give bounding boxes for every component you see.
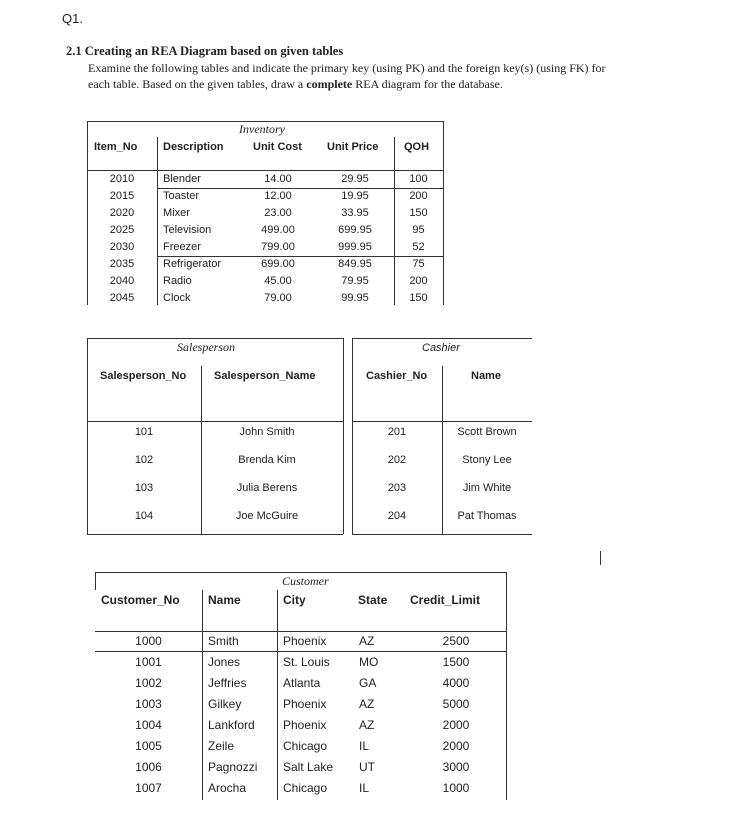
customer-cell-city: St. Louis [283,655,330,669]
inventory-cell-unit-price: 849.95 [338,258,372,270]
cashier-cell-name: Jim White [462,482,512,494]
customer-cell-name: Lankford [208,718,255,732]
customer-border-right [506,572,507,800]
customer-header-city: City [283,593,306,607]
inventory-cell-item-no: 2020 [109,207,135,219]
salesperson-cell-no: 102 [134,454,154,466]
cashier-cell-no: 202 [387,454,407,466]
inventory-cell-unit-cost: 14.00 [264,173,292,185]
customer-header-no: Customer_No [101,593,180,607]
inventory-cell-item-no: 2010 [109,173,135,185]
salesperson-cell-name: Brenda Kim [238,454,296,466]
salesperson-cell-no: 103 [134,482,154,494]
cashier-cell-no: 204 [387,510,407,522]
customer-border-left [95,572,96,590]
customer-cell-city: Chicago [283,781,328,795]
cashier-cell-no: 203 [387,482,407,494]
inventory-cell-unit-cost: 12.00 [264,190,292,202]
customer-cell-credit-limit: 2000 [442,739,470,753]
customer-caption: Customer [282,574,329,588]
inventory-cell-unit-cost: 799.00 [261,241,295,253]
inventory-header-description: Description [163,141,224,153]
inventory-header-unit-cost: Unit Cost [253,141,302,153]
inventory-cell-description: Freezer [163,241,201,253]
customer-cell-state: MO [359,655,379,669]
customer-cell-no: 1007 [135,781,162,795]
inventory-cell-unit-price: 19.95 [341,190,369,202]
instructions [88,60,608,92]
inventory-cell-unit-cost: 79.00 [264,292,292,304]
inventory-cell-item-no: 2030 [109,241,135,253]
customer-cell-no: 1001 [135,655,162,669]
customer-header-state: State [358,593,388,607]
inventory-caption: Inventory [239,122,285,136]
salesperson-header-line [87,421,343,422]
inventory-cell-description: Toaster [163,190,200,202]
cashier-header-name: Name [471,370,501,382]
cashier-cell-no: 201 [387,426,407,438]
inventory-cell-unit-price: 699.95 [338,224,372,236]
inventory-cell-item-no: 2015 [109,190,135,202]
customer-cell-state: AZ [359,697,375,711]
inventory-cell-description: Television [163,224,212,236]
cashier-col-divider [442,366,443,534]
salesperson-cell-no: 104 [134,510,154,522]
customer-cell-city: Phoenix [283,718,327,732]
customer-cell-city: Phoenix [283,697,327,711]
cashier-header-line [352,421,532,422]
customer-cell-city: Phoenix [283,634,327,648]
inventory-cell-description: Radio [163,275,192,287]
inventory-header-item-no: Item_No [94,141,138,153]
customer-cell-name: Jones [208,655,241,669]
customer-cell-state: AZ [359,718,375,732]
customer-header-name: Name [208,593,241,607]
customer-cell-city: Atlanta [283,676,321,690]
customer-border-top [95,572,506,573]
inventory-cell-qoh: 150 [409,292,428,304]
inventory-cell-qoh: 75 [412,258,425,270]
customer-cell-no: 1006 [135,760,162,774]
customer-cell-city: Chicago [283,739,328,753]
salesperson-border-top [87,338,343,339]
salesperson-cell-name: Joe McGuire [235,510,299,522]
inventory-cell-unit-price: 29.95 [341,173,369,185]
customer-cell-name: Pagnozzi [208,760,258,774]
inventory-header-qoh: QOH [404,141,430,153]
cashier-cell-name: Pat Thomas [457,510,517,522]
customer-cell-name: Gilkey [208,697,242,711]
salesperson-cell-name: John Smith [239,426,295,438]
customer-col-divider [202,590,203,800]
salesperson-cell-name: Julia Berens [236,482,298,494]
customer-cell-no: 1004 [135,718,162,732]
section-title: 2.1 Creating an REA Diagram based on given tables [66,44,344,58]
salesperson-cell-no: 101 [134,426,154,438]
inventory-header-line [87,170,443,171]
customer-cell-credit-limit: 1000 [442,781,470,795]
inventory-cell-unit-price: 79.95 [341,275,369,287]
customer-cell-state: UT [359,760,375,774]
customer-cell-no: 1005 [135,739,162,753]
inventory-cell-qoh: 200 [409,275,428,287]
inventory-cell-item-no: 2035 [109,258,135,270]
inventory-col-divider [157,137,158,305]
customer-cell-credit-limit: 4000 [442,676,470,690]
customer-row-line [95,651,506,652]
cashier-border-top [352,338,532,339]
inventory-cell-qoh: 200 [409,190,428,202]
inventory-cell-description: Mixer [163,207,190,219]
inventory-cell-unit-price: 999.95 [338,241,372,253]
instructions-part2: REA diagram for the database. [352,77,503,91]
inventory-cell-unit-price: 99.95 [341,292,369,304]
customer-header-credit-limit: Credit_Limit [410,593,481,607]
inventory-cell-qoh: 52 [412,241,425,253]
inventory-border-left [87,121,88,305]
inventory-cell-item-no: 2045 [109,292,135,304]
salesperson-header-name: Salesperson_Name [214,370,316,382]
inventory-cell-unit-cost: 499.00 [261,224,295,236]
instructions-bold-word: complete [306,77,353,91]
cashier-header-no: Cashier_No [366,370,428,382]
inventory-cell-item-no: 2025 [109,224,135,236]
text-cursor [600,551,601,565]
inventory-cell-item-no: 2040 [109,275,135,287]
inventory-header-unit-price: Unit Price [327,141,379,153]
inventory-cell-description: Blender [163,173,201,185]
inventory-border-right [443,121,444,305]
customer-cell-name: Jeffries [208,676,247,690]
customer-header-line [95,631,506,632]
customer-cell-credit-limit: 2500 [442,634,470,648]
inventory-cell-unit-cost: 699.00 [261,258,295,270]
cashier-cell-name: Stony Lee [462,454,512,466]
customer-cell-credit-limit: 3000 [442,760,470,774]
customer-cell-state: IL [359,739,370,753]
inventory-cell-description: Clock [163,292,191,304]
customer-cell-credit-limit: 5000 [442,697,470,711]
customer-col-divider [277,590,278,800]
salesperson-header-no: Salesperson_No [100,370,187,382]
customer-cell-credit-limit: 2000 [442,718,470,732]
salesperson-border-right [343,338,344,534]
customer-cell-name: Arocha [208,781,247,795]
customer-cell-no: 1000 [135,634,162,648]
customer-cell-no: 1003 [135,697,162,711]
cashier-border-bottom [352,534,532,535]
inventory-cell-qoh: 95 [412,224,425,236]
inventory-cell-qoh: 100 [409,173,428,185]
salesperson-border-bottom [87,534,343,535]
inventory-cell-unit-cost: 45.00 [264,275,292,287]
inventory-cell-unit-cost: 23.00 [264,207,292,219]
customer-cell-name: Smith [208,634,239,648]
question-label: Q1. [62,11,83,26]
inventory-row-line [157,256,443,257]
instructions-part1: Examine the following tables and indicate the primary key (using PK) and the foreign key(s) (using FK) for each table. Based on the given tables, draw a [88,61,606,91]
inventory-cell-description: Refrigerator [163,258,222,270]
salesperson-col-divider [201,366,202,534]
customer-cell-name: Zeile [208,739,235,753]
customer-cell-state: AZ [359,634,375,648]
customer-cell-state: IL [359,781,370,795]
customer-cell-city: Salt Lake [283,760,334,774]
cashier-cell-name: Scott Brown [457,426,517,438]
inventory-row-line [157,188,443,189]
customer-cell-state: GA [359,676,377,690]
customer-cell-no: 1002 [135,676,162,690]
customer-cell-credit-limit: 1500 [442,655,470,669]
salesperson-caption: Salesperson [177,340,235,354]
cashier-caption: Cashier [422,342,460,354]
inventory-cell-qoh: 150 [409,207,428,219]
inventory-cell-unit-price: 33.95 [341,207,369,219]
